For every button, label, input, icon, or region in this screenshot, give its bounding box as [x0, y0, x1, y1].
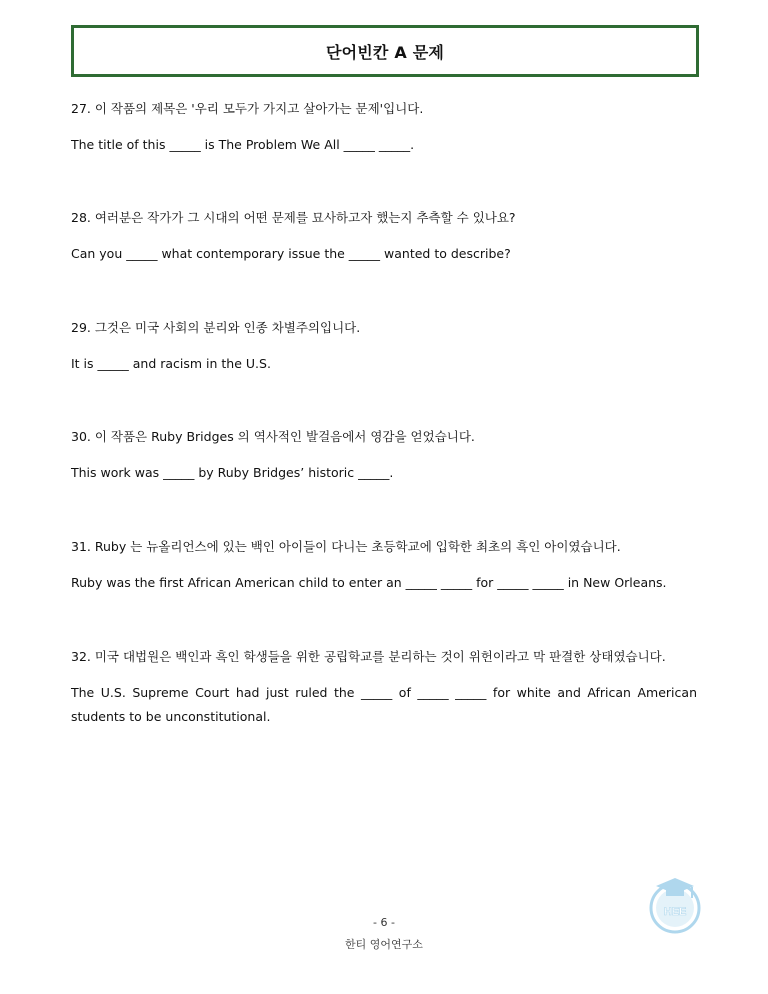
question-korean: 29. 그것은 미국 사회의 분리와 인종 차별주의입니다. — [71, 320, 361, 335]
page-title: 단어빈칸 A 문제 — [325, 42, 445, 62]
question-27 — [71, 97, 697, 157]
question-english: The title of this _____ is The Problem We All _____ _____. — [71, 137, 415, 152]
question-korean: 27. 이 작품의 제목은 '우리 모두가 가지고 살아가는 문제'입니다. — [71, 101, 424, 116]
hee-logo-icon — [648, 874, 702, 936]
question-english: This work was _____ by Ruby Bridges’ historic _____. — [71, 465, 394, 480]
question-korean: 32. 미국 대법원은 백인과 흑인 학생들을 위한 공립학교를 분리하는 것이 위헌이라고 막 판결한 상태였습니다. — [71, 649, 666, 664]
question-english: It is _____ and racism in the U.S. — [71, 356, 271, 371]
question-english: The U.S. Supreme Court had just ruled the _____ of _____ _____ for white and African American students to be unconstitutional. — [71, 685, 697, 724]
question-english: Can you _____ what contemporary issue the _____ wanted to describe? — [71, 246, 511, 261]
question-korean: 30. 이 작품은 Ruby Bridges 의 역사적인 발걸음에서 영감을 얻었습니다. — [71, 429, 475, 444]
question-31 — [71, 535, 697, 595]
question-korean: 31. Ruby 는 뉴올리언스에 있는 백인 아이들이 다니는 초등학교에 입학한 최초의 흑인 아이였습니다. — [71, 539, 621, 554]
title-box — [71, 25, 699, 77]
question-30 — [71, 425, 697, 485]
question-28 — [71, 206, 697, 266]
question-korean: 28. 여러분은 작가가 그 시대의 어떤 문제를 묘사하고자 했는지 추측할 수 있나요? — [71, 210, 516, 225]
question-29 — [71, 316, 697, 376]
page-number: - 6 - — [373, 916, 395, 929]
logo-text: HEE — [663, 906, 687, 918]
footer-organization: 한티 영어연구소 — [345, 938, 423, 951]
question-32 — [71, 645, 697, 729]
question-english: Ruby was the first African American child to enter an _____ _____ for _____ _____ in New Orleans. — [71, 575, 667, 590]
